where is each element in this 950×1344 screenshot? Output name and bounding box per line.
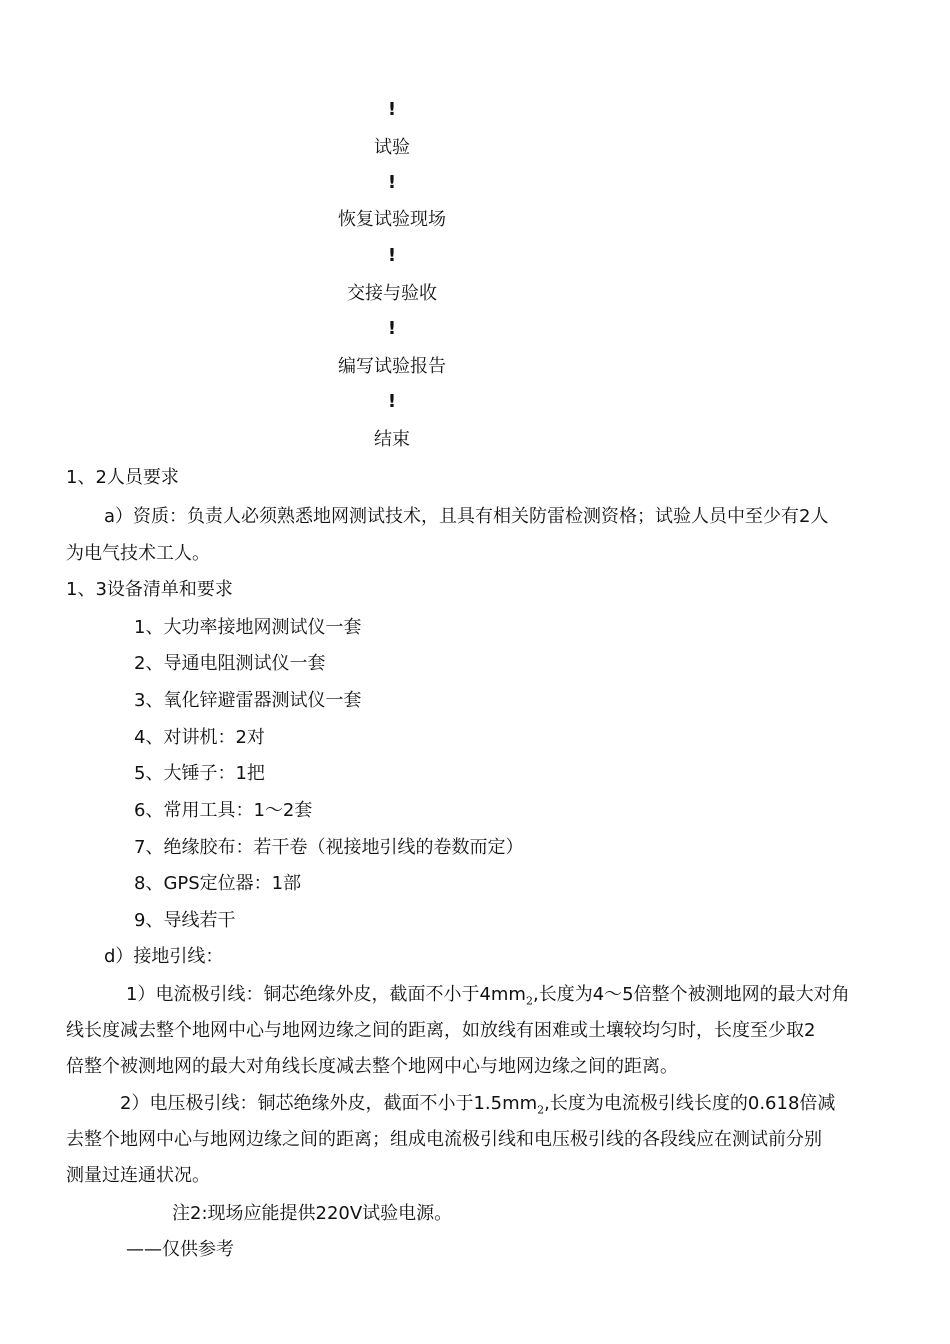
flow-arrow: ! bbox=[387, 245, 397, 266]
flow-step-test: 试验 bbox=[374, 137, 410, 158]
flow-step-write-report: 编写试验报告 bbox=[338, 356, 446, 377]
grounding-leads-heading: d）接地引线： bbox=[104, 946, 224, 967]
flow-step-end: 结束 bbox=[374, 429, 410, 450]
voltage-lead-text-b: ,长度为电流极引线长度的0.618倍减 bbox=[544, 1093, 836, 1114]
voltage-lead-line-3: 测量过连通状况。 bbox=[66, 1165, 210, 1186]
flow-arrow: ! bbox=[387, 318, 397, 339]
equipment-item: 1、大功率接地网测试仪一套 bbox=[134, 617, 362, 638]
equipment-item: 2、导通电阻测试仪一套 bbox=[134, 653, 326, 674]
current-lead-line-1 bbox=[126, 983, 850, 1014]
flow-arrow: ! bbox=[387, 391, 397, 412]
equipment-item: 5、大锤子：1把 bbox=[134, 763, 265, 784]
flow-step-handover: 交接与验收 bbox=[347, 283, 437, 304]
equipment-item: 3、氧化锌避雷器测试仪一套 bbox=[134, 690, 362, 711]
section-heading-equipment: 1、3设备清单和要求 bbox=[66, 579, 233, 600]
equipment-item: 7、绝缘胶布：若干卷（视接地引线的卷数而定） bbox=[134, 837, 524, 858]
equipment-item: 6、常用工具：1～2套 bbox=[134, 800, 313, 821]
voltage-lead-line-1 bbox=[120, 1092, 835, 1123]
power-supply-note: 注2:现场应能提供220V试验电源。 bbox=[172, 1203, 453, 1224]
current-lead-text-b: ,长度为4～5倍整个被测地网的最大对角 bbox=[532, 984, 850, 1005]
equipment-item: 4、对讲机：2对 bbox=[134, 727, 265, 748]
equipment-item: 8、GPS定位器：1部 bbox=[134, 873, 302, 894]
current-lead-text-a: 1）电流极引线：铜芯绝缘外皮，截面不小于4mm bbox=[126, 984, 526, 1005]
qualification-line-1: a）资质：负责人必须熟悉地网测试技术，且具有相关防雷检测资格；试验人员中至少有2人 bbox=[104, 506, 829, 527]
current-lead-line-3: 倍整个被测地网的最大对角线长度减去整个地网中心与地网边缘之间的距离。 bbox=[66, 1056, 678, 1077]
flow-arrow: ! bbox=[387, 99, 397, 120]
flow-arrow: ! bbox=[387, 172, 397, 193]
voltage-lead-line-2: 去整个地网中心与地网边缘之间的距离；组成电流极引线和电压极引线的各段线应在测试前分别 bbox=[66, 1129, 822, 1150]
voltage-lead-text-a: 2）电压极引线：铜芯绝缘外皮，截面不小于1.5mm bbox=[120, 1093, 538, 1114]
flow-step-restore-site: 恢复试验现场 bbox=[338, 209, 446, 230]
reference-only-footer: ——仅供参考 bbox=[126, 1239, 234, 1260]
qualification-line-2: 为电气技术工人。 bbox=[66, 543, 210, 564]
subscript: 2 bbox=[525, 994, 533, 1008]
current-lead-line-2: 线长度减去整个地网中心与地网边缘之间的距离，如放线有困难或土壤较均匀时，长度至少取2 bbox=[66, 1020, 816, 1041]
equipment-item: 9、导线若干 bbox=[134, 910, 236, 931]
section-heading-personnel: 1、2人员要求 bbox=[66, 467, 179, 488]
subscript: 2 bbox=[537, 1103, 545, 1117]
